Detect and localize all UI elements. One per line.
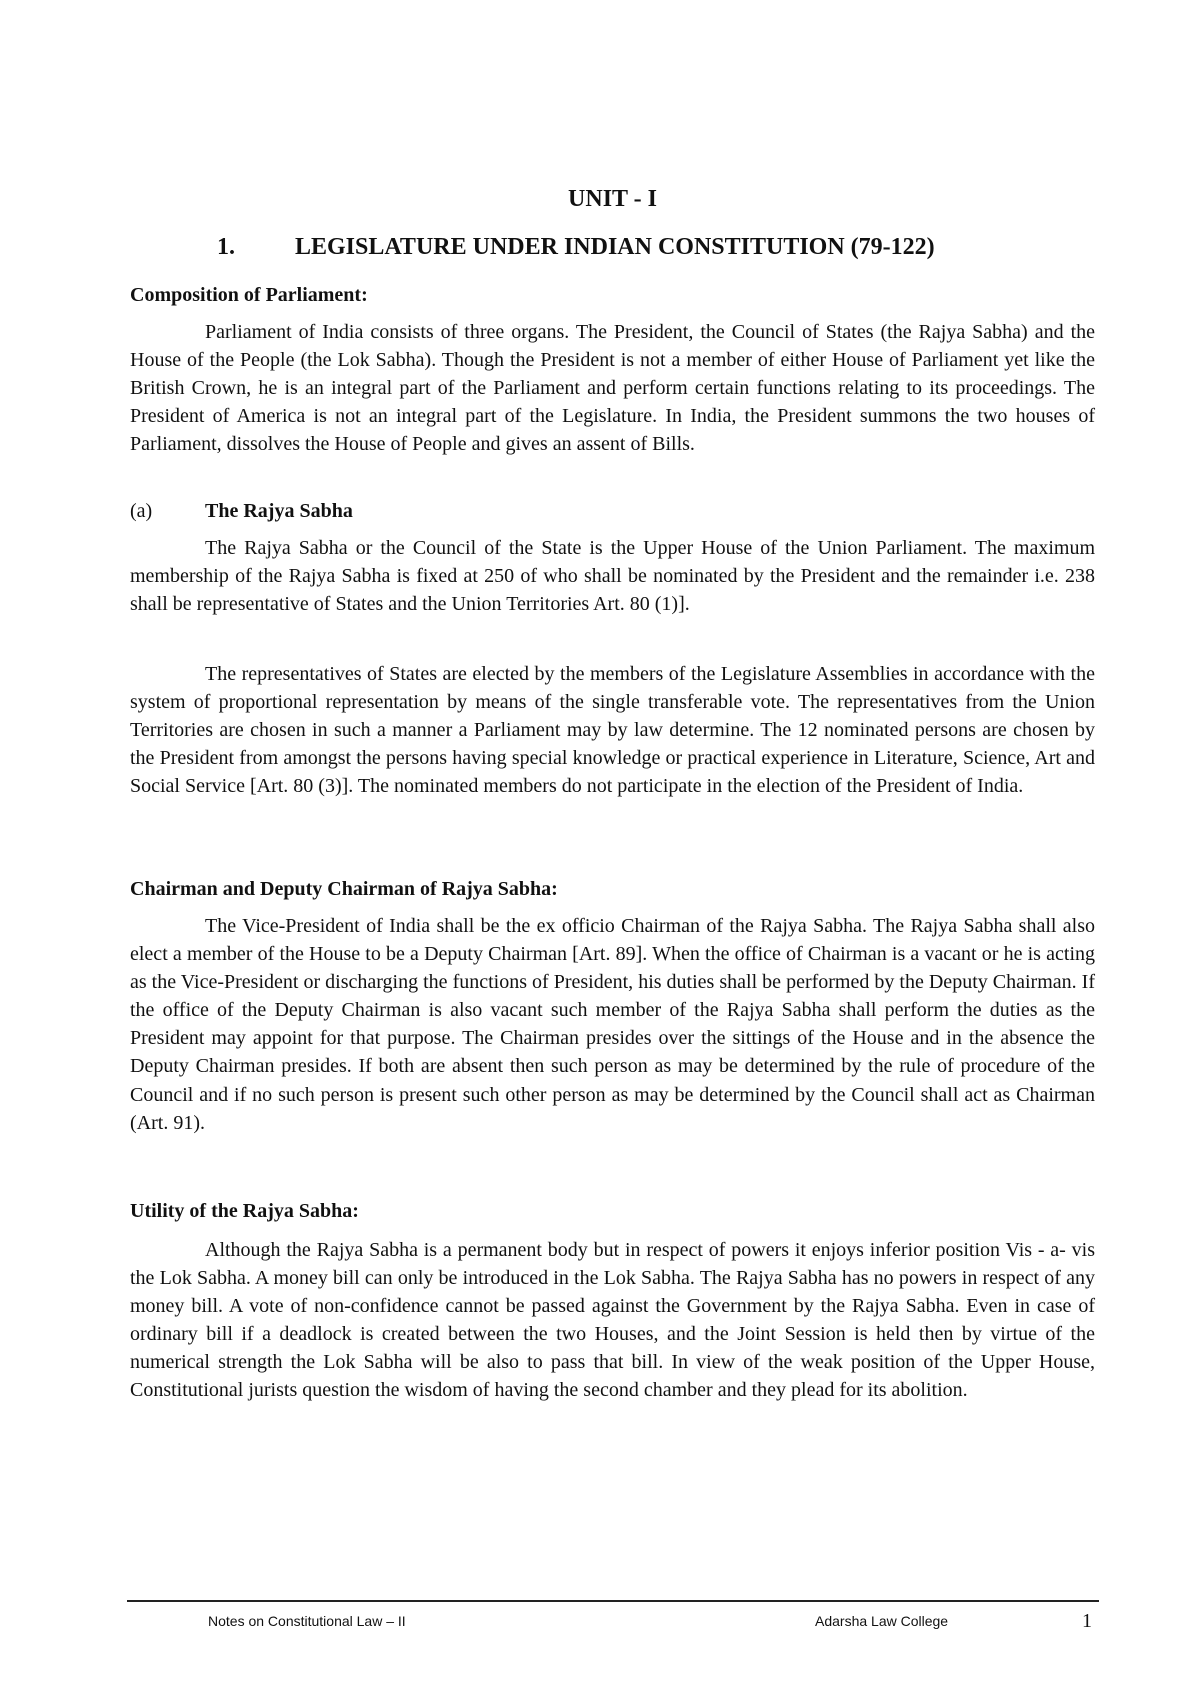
- chairman-heading: Chairman and Deputy Chairman of Rajya Sabha:: [130, 878, 558, 900]
- footer-course-title: Notes on Constitutional Law – II: [208, 1613, 406, 1629]
- utility-heading: Utility of the Rajya Sabha:: [130, 1200, 359, 1222]
- page-number: 1: [1082, 1610, 1092, 1632]
- footer-college-name: Adarsha Law College: [815, 1613, 949, 1629]
- rajya-sabha-heading: [130, 500, 353, 523]
- rajya-sabha-paragraph-2: The representatives of States are elected by the members of the Legislature Assemblies in accordance with the system of proportional representation by means of the single transferable vote. The representatives from the Union Territories are chosen in such a manner a Parliament may by law determine. The 12 nominated persons are chosen by the President from amongst the persons having special knowledge or practical experience in Literature, Science, Art and Social Service [Art. 80 (3)]. The nominated members do not participate in the election of the President of India.: [130, 663, 1095, 798]
- composition-heading: Composition of Parliament:: [130, 284, 368, 306]
- rajya-sabha-title: The Rajya Sabha: [205, 500, 353, 522]
- chapter-title: LEGISLATURE UNDER INDIAN CONSTITUTION (79-122): [295, 234, 935, 260]
- chapter-heading: [217, 234, 935, 261]
- rajya-sabha-label: (a): [130, 500, 153, 522]
- chapter-number: 1.: [217, 234, 235, 260]
- unit-title: UNIT - I: [568, 186, 657, 212]
- footer-divider: [127, 1600, 1099, 1602]
- utility-paragraph: Although the Rajya Sabha is a permanent body but in respect of powers it enjoys inferior position Vis - a- vis the Lok Sabha. A money bill can only be introduced in the Lok Sabha. The Rajya Sabha has no powers in respect of any money bill. A vote of non-confidence cannot be passed against the Government by the Rajya Sabha. Even in case of ordinary bill if a deadlock is created between the two Houses, and the Joint Session is held then by virtue of the numerical strength the Lok Sabha will be also to pass that bill. In view of the weak position of the Upper House, Constitutional jurists question the wisdom of having the second chamber and they plead for its abolition.: [130, 1239, 1095, 1402]
- composition-paragraph: Parliament of India consists of three organs. The President, the Council of States (the Rajya Sabha) and the House of the People (the Lok Sabha). Though the President is not a member of either House of Parliament yet like the British Crown, he is an integral part of the Parliament and perform certain functions relating to its proceedings. The President of America is not an integral part of the Legislature. In India, the President summons the two houses of Parliament, dissolves the House of People and gives an assent of Bills.: [130, 321, 1095, 456]
- rajya-sabha-paragraph-1: The Rajya Sabha or the Council of the State is the Upper House of the Union Parliament. The maximum membership of the Rajya Sabha is fixed at 250 of who shall be nominated by the President and the remainder i.e. 238 shall be representative of States and the Union Territories Art. 80 (1)].: [130, 537, 1095, 616]
- chairman-paragraph: The Vice-President of India shall be the ex officio Chairman of the Rajya Sabha. The Rajya Sabha shall also elect a member of the House to be a Deputy Chairman [Art. 89]. When the office of Chairman is a vacant or he is acting as the Vice-President or discharging the functions of President, his duties shall be performed by the Deputy Chairman. If the office of the Deputy Chairman is also vacant such member of the Rajya Sabha shall perform the duties as the President may appoint for that purpose. The Chairman presides over the sittings of the House and in the absence the Deputy Chairman presides. If both are absent then such person as may be determined by the rule of procedure of the Council and if no such person is present such other person as may be determined by the Council shall act as Chairman (Art. 91).: [130, 915, 1095, 1134]
